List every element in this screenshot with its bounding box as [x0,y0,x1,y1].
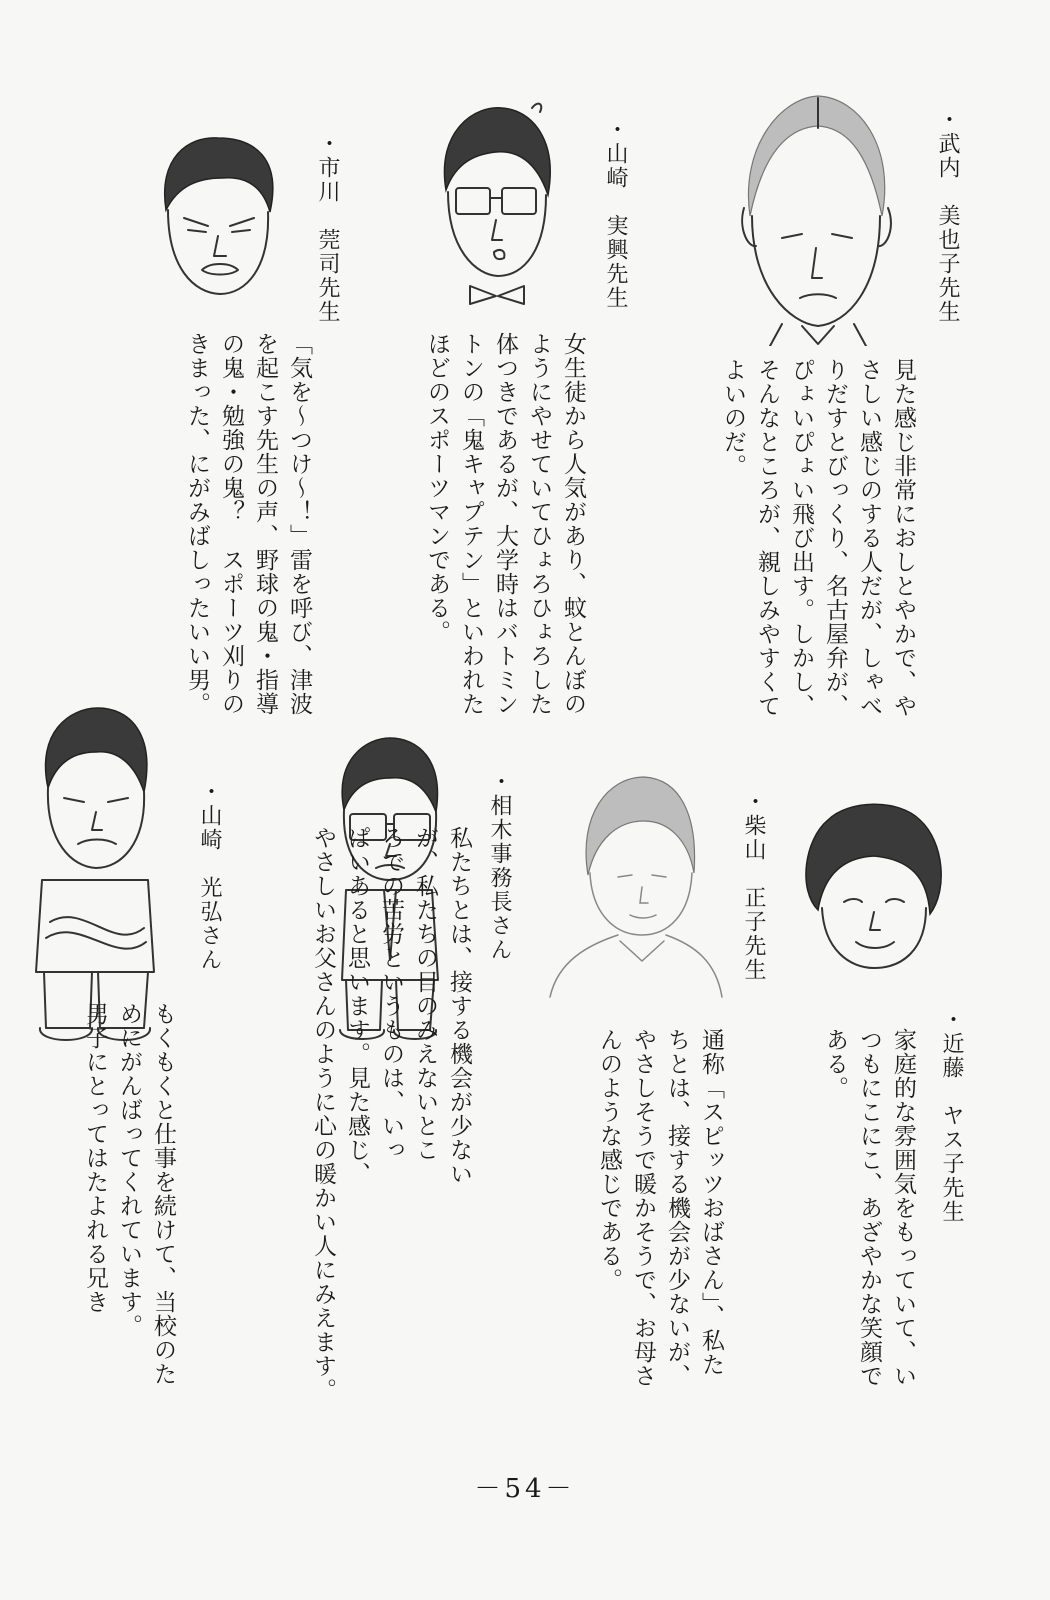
woman-soft-portrait [548,765,724,1000]
profile-name-shibayama: ・柴山 正子先生 [741,790,766,982]
page-number: －54－ [474,1474,576,1504]
woman-bun-portrait [730,88,905,346]
profile-text-ichikawa: 「気を～つけ～！」雷を呼び、津波 を起こす先生の声、野球の鬼・指導 の鬼・勉強の鬼？ スポーツ刈りの きまった、にがみばしったいい男。 [184,332,312,716]
profile-name-yamazaki-saneoki: ・山崎 実興先生 [603,118,628,310]
profile-name-ichikawa: ・市川 莞司先生 [315,132,340,324]
profile-name-kondo: ・近藤 ヤス子先生 [939,1008,964,1224]
profile-name-takeuchi: ・武内 美也子先生 [935,108,960,324]
woman-curly-hair-portrait [798,790,948,975]
man-arms-crossed-portrait [24,702,166,1047]
profile-name-aiki: ・相木事務長さん [487,770,512,962]
profile-text-yamazaki-mitsuhiro: もくもくと仕事を続けて、当校のた めにがんばってくれています。 男子にとってはたよれる兄き [82,1002,176,1386]
profile-name-yamazaki-mitsuhiro: ・山崎 光弘さん [197,780,222,972]
profile-text-kondo: 家庭的な雰囲気をもっていて、い つもにこにこ、あざやかな笑顔で ある。 [822,1028,916,1388]
profile-text-shibayama: 通称「スピッツおばさん」、私た ちとは、接する機会が少ないが、 やさしそうで暖かそうで、お母さ んのような感じである。 [596,1028,724,1388]
profile-text-yamazaki-saneoki: 女生徒から人気があり、蚊とんぼの ようにやせていてひょろひょろした 体つきであるが、大学時はバトミン トンの「鬼キャプテン」といわれた ほどのスポーツマンである。 [424,332,586,716]
man-glasses-bowtie-portrait [436,100,558,305]
profile-text-aiki: 私たちとは、接する機会が少ない が、私たちの目のみえないとこ ろでの苦労というものは、いっ ぱいあると思います。見た感じ、 やさしいお父さんのように心の暖かい人にみえます。 [310,826,472,1402]
man-frowning-portrait [158,128,280,303]
profile-text-takeuchi: 見た感じ非常におしとやかで、や さしい感じのする人だが、しゃべ りだすとびっくり、名古屋弁が、 ぴょいぴょい飛び出す。しかし、 そんなところが、親しみやすくて よいのだ。 [720,358,916,718]
